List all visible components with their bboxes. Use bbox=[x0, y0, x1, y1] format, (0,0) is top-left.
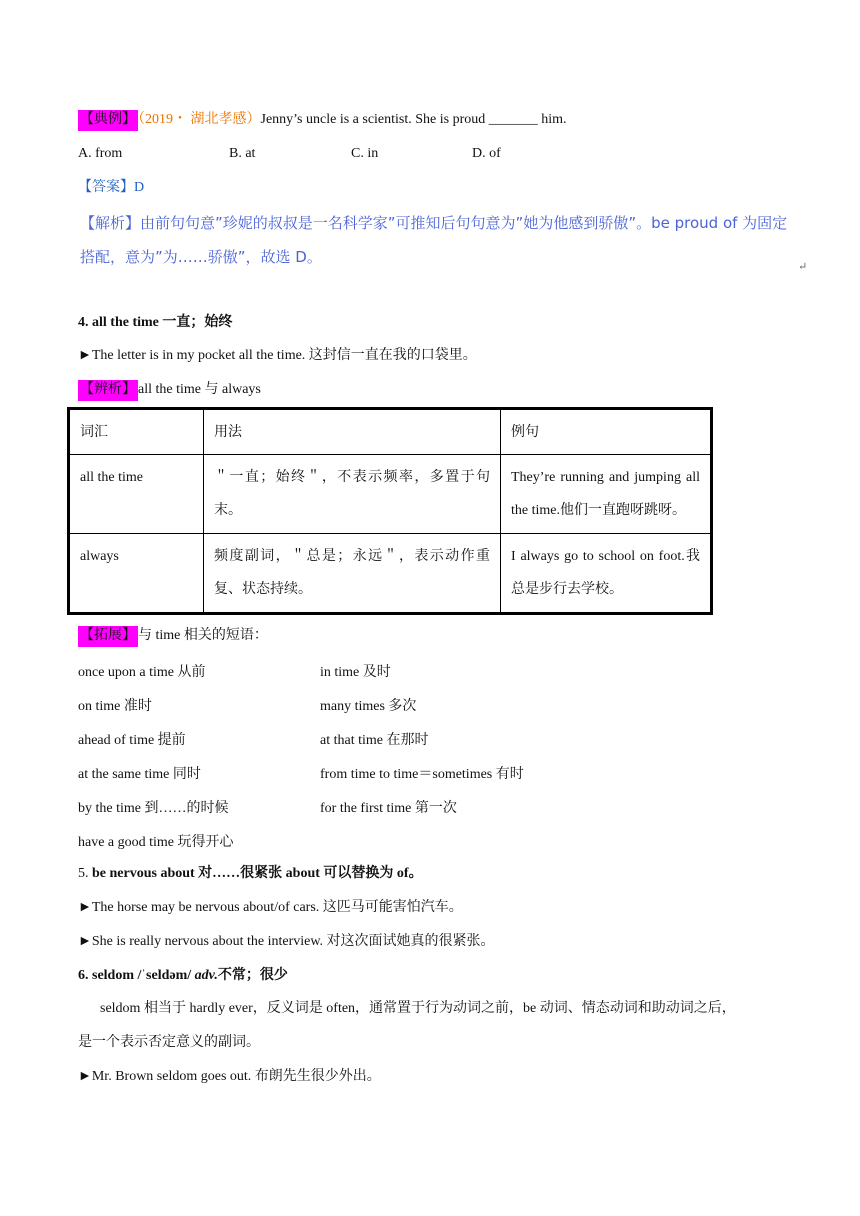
item6-heading bbox=[78, 966, 288, 986]
table-header-cell: 词汇 bbox=[69, 409, 204, 455]
item6-sentence: ►Mr. Brown seldom goes out. 布朗先生很少外出。 bbox=[78, 1069, 381, 1084]
option-a: A. from bbox=[78, 146, 123, 161]
note-tag: 【辨析】 bbox=[78, 380, 138, 401]
table-cell: 频度副词，＂总是；永远＂，表示动作重复、状态持续。 bbox=[204, 534, 501, 614]
example-line bbox=[78, 110, 567, 130]
item5-sentence: ►She is really nervous about the interview. 对这次面试她真的很紧张。 bbox=[78, 934, 495, 949]
item6-paragraph-line: 是一个表示否定意义的副词。 bbox=[78, 1035, 260, 1050]
answer-label: 【答案】 bbox=[78, 180, 134, 195]
extension-tag: 【拓展】 bbox=[78, 626, 138, 647]
item5-title: be nervous about 对……很紧张 about 可以替换为 of。 bbox=[92, 866, 423, 881]
option-d: D. of bbox=[472, 146, 501, 161]
answer-line bbox=[78, 178, 144, 198]
table-cell: ＂一直；始终＂，不表示频率，多置于句末。 bbox=[204, 455, 501, 534]
option-b: B. at bbox=[229, 146, 256, 161]
answer-value: D bbox=[134, 180, 145, 195]
table-row bbox=[69, 455, 712, 534]
table-header-cell: 例句 bbox=[501, 409, 712, 455]
phrase-item: many times 多次 bbox=[320, 699, 417, 714]
item4-note bbox=[78, 380, 261, 400]
phrase-item: at that time 在那时 bbox=[320, 733, 429, 748]
table-row bbox=[69, 534, 712, 614]
item5-sentence: ►The horse may be nervous about/of cars. 这匹马可能害怕汽车。 bbox=[78, 900, 463, 915]
phrase-item: for the first time 第一次 bbox=[320, 801, 457, 816]
table-cell: always bbox=[69, 534, 204, 614]
phrase-item: from time to time＝sometimes 有时 bbox=[320, 767, 524, 782]
extension-line bbox=[78, 626, 268, 646]
example-question: Jenny’s uncle is a scientist. She is proud _______ him. bbox=[260, 112, 567, 127]
note-text: all the time 与 always bbox=[138, 382, 261, 397]
phrase-item: on time 准时 bbox=[78, 699, 152, 714]
phrase-item: by the time 到……的时候 bbox=[78, 801, 229, 816]
phrase-item: in time 及时 bbox=[320, 665, 391, 680]
table-cell: They’re running and jumping all the time.他们一直跑呀跳呀。 bbox=[501, 455, 712, 534]
example-source: （2019・ 湖北孝感） bbox=[138, 112, 261, 127]
example-tag: 【典例】 bbox=[78, 110, 138, 131]
item6-paragraph-line: seldom 相当于 hardly ever，反义词是 often，通常置于行为动词之前，be 动词、情态动词和助动词之后， bbox=[100, 1001, 736, 1016]
item4-sentence: ►The letter is in my pocket all the time. 这封信一直在我的口袋里。 bbox=[78, 348, 477, 363]
phrase-item: at the same time 同时 bbox=[78, 767, 201, 782]
extension-text: 与 time 相关的短语： bbox=[138, 628, 268, 643]
usage-table bbox=[67, 407, 713, 615]
table-header-cell: 用法 bbox=[204, 409, 501, 455]
item4-heading: 4. all the time 一直；始终 bbox=[78, 315, 233, 330]
phrase-item: have a good time 玩得开心 bbox=[78, 835, 234, 850]
phrase-item: ahead of time 提前 bbox=[78, 733, 186, 748]
phrase-item: once upon a time 从前 bbox=[78, 665, 206, 680]
item6-word: 6. seldom /ˈseldəm/ bbox=[78, 968, 195, 983]
paragraph-return-mark: ↵ bbox=[798, 261, 808, 273]
item5-number: 5. bbox=[78, 866, 92, 881]
item6-pos: adv. bbox=[194, 968, 218, 983]
item5-heading bbox=[78, 864, 423, 884]
analysis-text: 【解析】由前句句意”珍妮的叔叔是一名科学家”可推知后句句意为”她为他感到骄傲”。be proud of 为固定搭配，意为”为……骄傲”，故选 D。 bbox=[80, 214, 788, 266]
table-cell: all the time bbox=[69, 455, 204, 534]
option-c: C. in bbox=[351, 146, 379, 161]
table-header-row bbox=[69, 409, 712, 455]
item6-meaning: 不常；很少 bbox=[217, 968, 288, 983]
table-cell: I always go to school on foot.我总是步行去学校。 bbox=[501, 534, 712, 614]
